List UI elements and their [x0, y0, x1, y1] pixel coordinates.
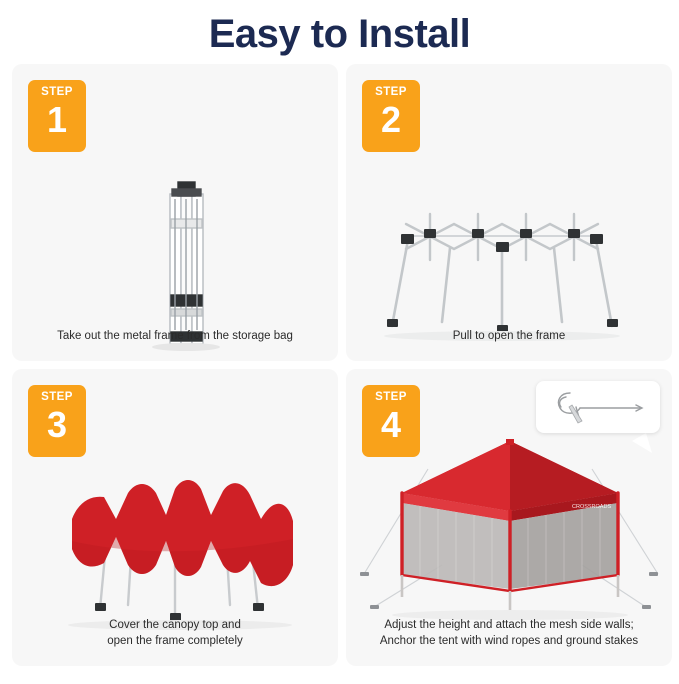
steps-grid [12, 64, 667, 666]
caption-line-2: Anchor the tent with wind ropes and ground stakes [379, 635, 639, 648]
step-card-2 [346, 64, 672, 361]
step-number: 2 [380, 98, 402, 140]
step-number: 1 [46, 98, 68, 140]
step-caption-4 [346, 617, 672, 650]
step-caption-2: Pull to open the frame [452, 330, 566, 343]
caption-line-1: Cover the canopy top and [109, 618, 241, 631]
step-card-1 [12, 64, 338, 361]
caption-line-1: Adjust the height and attach the mesh side walls; [384, 618, 634, 631]
step-badge-4 [362, 385, 420, 457]
step-number: 3 [46, 403, 68, 445]
step-number: 4 [380, 403, 402, 445]
step-badge-3 [28, 385, 86, 457]
ground-stake-icon [536, 381, 660, 433]
ground-stake-callout [536, 381, 660, 433]
step-caption-3 [12, 617, 338, 650]
step-card-3 [12, 369, 338, 666]
step-badge-2 [362, 80, 420, 152]
page-title: Easy to Install [208, 12, 471, 56]
step-label: STEP [375, 86, 407, 98]
svg-text:CROSSROADS: CROSSROADS [572, 504, 612, 510]
step-label: STEP [375, 391, 407, 403]
step-caption-1: Take out the metal frame from the storage bag [57, 330, 293, 343]
step-label: STEP [41, 86, 73, 98]
step-label: STEP [41, 391, 73, 403]
step-card-4 [346, 369, 672, 666]
step-badge-1 [28, 80, 86, 152]
caption-line-2: open the frame completely [107, 635, 243, 648]
